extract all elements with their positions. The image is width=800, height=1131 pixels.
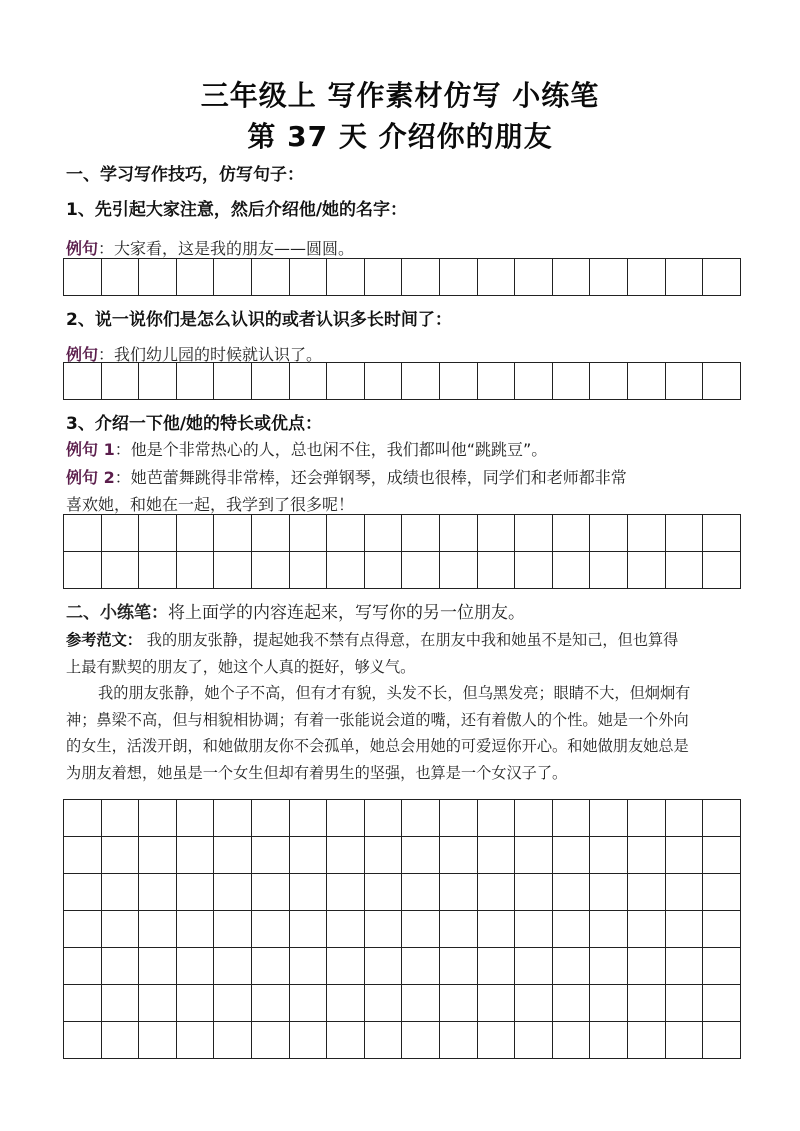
grid-cell[interactable] xyxy=(289,515,327,552)
sample-p1a: 我的朋友张静，提起她我不禁有点得意，在朋友中我和她虽不是知己，但也算得 xyxy=(141,631,679,649)
grid-cell[interactable] xyxy=(665,515,703,552)
grid-cell[interactable] xyxy=(289,800,327,837)
grid-cell[interactable] xyxy=(327,948,365,985)
q2-writing-grid[interactable] xyxy=(63,362,741,400)
grid-row xyxy=(64,800,741,837)
grid-cell[interactable] xyxy=(176,948,214,985)
grid-cell[interactable] xyxy=(101,837,139,874)
grid-cell[interactable] xyxy=(439,363,477,400)
grid-cell[interactable] xyxy=(515,363,553,400)
q1-example-text: ：大家看，这是我的朋友——圆圆。 xyxy=(98,239,355,258)
grid-cell[interactable] xyxy=(552,985,590,1022)
grid-cell[interactable] xyxy=(214,363,252,400)
grid-cell[interactable] xyxy=(364,800,402,837)
sample-label: 参考范文： xyxy=(66,631,142,649)
grid-cell[interactable] xyxy=(64,800,102,837)
grid-cell[interactable] xyxy=(139,363,177,400)
grid-cell[interactable] xyxy=(251,363,289,400)
grid-cell[interactable] xyxy=(515,985,553,1022)
grid-cell[interactable] xyxy=(251,985,289,1022)
grid-cell[interactable] xyxy=(214,515,252,552)
grid-row xyxy=(64,837,741,874)
grid-cell[interactable] xyxy=(139,911,177,948)
q3-example-2-continued: 喜欢她，和她在一起，我学到了很多呢！ xyxy=(66,495,355,514)
grid-cell[interactable] xyxy=(64,552,102,589)
grid-cell[interactable] xyxy=(402,515,440,552)
grid-cell[interactable] xyxy=(402,363,440,400)
grid-cell[interactable] xyxy=(327,363,365,400)
q2-example-text: ：我们幼儿园的时候就认识了。 xyxy=(98,345,323,364)
grid-cell[interactable] xyxy=(101,874,139,911)
grid-row xyxy=(64,552,741,589)
q3-example-2-text: ：她芭蕾舞跳得非常棒，还会弹钢琴，成绩也很棒，同学们和老师都非常 xyxy=(114,468,627,487)
grid-row xyxy=(64,363,741,400)
grid-cell[interactable] xyxy=(665,259,703,296)
grid-cell[interactable] xyxy=(627,363,665,400)
grid-cell[interactable] xyxy=(439,911,477,948)
grid-cell[interactable] xyxy=(703,911,741,948)
q1-heading: 1、先引起大家注意，然后介绍他/她的名字： xyxy=(66,200,408,220)
grid-cell[interactable] xyxy=(289,985,327,1022)
grid-cell[interactable] xyxy=(101,985,139,1022)
q2-example-label: 例句 xyxy=(66,345,99,364)
grid-cell[interactable] xyxy=(139,837,177,874)
grid-cell[interactable] xyxy=(590,1022,628,1059)
grid-cell[interactable] xyxy=(327,1022,365,1059)
grid-cell[interactable] xyxy=(590,837,628,874)
q3-example-2 xyxy=(66,465,627,488)
grid-cell[interactable] xyxy=(251,874,289,911)
grid-cell[interactable] xyxy=(139,552,177,589)
worksheet-title: 三年级上 写作素材仿写 小练笔 xyxy=(200,79,600,112)
grid-row xyxy=(64,515,741,552)
grid-cell[interactable] xyxy=(590,911,628,948)
grid-cell[interactable] xyxy=(477,259,515,296)
grid-cell[interactable] xyxy=(439,259,477,296)
section2-heading xyxy=(66,598,525,623)
q1-example-label: 例句 xyxy=(66,239,99,258)
grid-cell[interactable] xyxy=(703,837,741,874)
grid-cell[interactable] xyxy=(139,985,177,1022)
grid-cell[interactable] xyxy=(364,552,402,589)
grid-cell[interactable] xyxy=(251,552,289,589)
grid-cell[interactable] xyxy=(515,837,553,874)
grid-cell[interactable] xyxy=(176,363,214,400)
grid-cell[interactable] xyxy=(101,259,139,296)
grid-cell[interactable] xyxy=(477,515,515,552)
grid-cell[interactable] xyxy=(139,800,177,837)
grid-cell[interactable] xyxy=(627,948,665,985)
grid-cell[interactable] xyxy=(515,515,553,552)
grid-cell[interactable] xyxy=(515,911,553,948)
grid-cell[interactable] xyxy=(364,911,402,948)
grid-cell[interactable] xyxy=(289,363,327,400)
grid-cell[interactable] xyxy=(439,1022,477,1059)
grid-cell[interactable] xyxy=(364,1022,402,1059)
grid-cell[interactable] xyxy=(402,1022,440,1059)
grid-cell[interactable] xyxy=(176,1022,214,1059)
grid-cell[interactable] xyxy=(627,1022,665,1059)
grid-cell[interactable] xyxy=(251,515,289,552)
grid-cell[interactable] xyxy=(552,911,590,948)
grid-cell[interactable] xyxy=(590,259,628,296)
grid-cell[interactable] xyxy=(101,552,139,589)
grid-cell[interactable] xyxy=(477,837,515,874)
grid-cell[interactable] xyxy=(627,874,665,911)
grid-cell[interactable] xyxy=(327,837,365,874)
grid-cell[interactable] xyxy=(64,874,102,911)
grid-cell[interactable] xyxy=(552,948,590,985)
grid-cell[interactable] xyxy=(703,985,741,1022)
grid-cell[interactable] xyxy=(139,874,177,911)
grid-cell[interactable] xyxy=(703,1022,741,1059)
grid-cell[interactable] xyxy=(477,363,515,400)
q3-heading: 3、介绍一下他/她的特长或优点： xyxy=(66,414,323,434)
grid-cell[interactable] xyxy=(665,874,703,911)
grid-cell[interactable] xyxy=(64,911,102,948)
grid-cell[interactable] xyxy=(214,800,252,837)
grid-cell[interactable] xyxy=(515,800,553,837)
grid-cell[interactable] xyxy=(364,515,402,552)
grid-cell[interactable] xyxy=(627,837,665,874)
grid-cell[interactable] xyxy=(552,1022,590,1059)
grid-cell[interactable] xyxy=(665,985,703,1022)
grid-cell[interactable] xyxy=(214,259,252,296)
q3-example-1 xyxy=(66,437,547,460)
grid-cell[interactable] xyxy=(665,363,703,400)
grid-cell[interactable] xyxy=(590,985,628,1022)
grid-cell[interactable] xyxy=(515,259,553,296)
grid-cell[interactable] xyxy=(327,800,365,837)
grid-cell[interactable] xyxy=(402,985,440,1022)
practice-writing-grid[interactable] xyxy=(63,799,741,1059)
grid-cell[interactable] xyxy=(176,552,214,589)
grid-cell[interactable] xyxy=(402,948,440,985)
grid-cell[interactable] xyxy=(402,874,440,911)
sample-p1b: 上最有默契的朋友了，她这个人真的挺好，够义气。 xyxy=(66,657,416,676)
grid-cell[interactable] xyxy=(101,948,139,985)
grid-cell[interactable] xyxy=(327,874,365,911)
sample-p2c: 的女生，活泼开朗，和她做朋友你不会孤单，她总会用她的可爱逗你开心。和她做朋友她总是 xyxy=(66,737,689,755)
grid-cell[interactable] xyxy=(477,800,515,837)
grid-cell[interactable] xyxy=(176,837,214,874)
grid-cell[interactable] xyxy=(665,800,703,837)
grid-row xyxy=(64,985,741,1022)
grid-cell[interactable] xyxy=(289,911,327,948)
grid-cell[interactable] xyxy=(251,1022,289,1059)
grid-cell[interactable] xyxy=(214,1022,252,1059)
grid-row xyxy=(64,911,741,948)
grid-cell[interactable] xyxy=(214,948,252,985)
grid-cell[interactable] xyxy=(64,985,102,1022)
sample-p2a: 我的朋友张静，她个子不高，但有才有貌，头发不长，但乌黑发亮；眼睛不大，但炯炯有 xyxy=(98,684,691,702)
grid-cell[interactable] xyxy=(364,985,402,1022)
grid-cell[interactable] xyxy=(327,552,365,589)
grid-cell[interactable] xyxy=(289,948,327,985)
grid-row xyxy=(64,1022,741,1059)
grid-cell[interactable] xyxy=(552,837,590,874)
grid-cell[interactable] xyxy=(364,837,402,874)
grid-cell[interactable] xyxy=(101,911,139,948)
grid-cell[interactable] xyxy=(439,552,477,589)
grid-cell[interactable] xyxy=(327,911,365,948)
grid-cell[interactable] xyxy=(477,1022,515,1059)
grid-cell[interactable] xyxy=(402,552,440,589)
grid-cell[interactable] xyxy=(703,259,741,296)
grid-cell[interactable] xyxy=(176,874,214,911)
grid-cell[interactable] xyxy=(515,552,553,589)
grid-cell[interactable] xyxy=(176,985,214,1022)
grid-cell[interactable] xyxy=(477,948,515,985)
q2-heading: 2、说一说你们是怎么认识的或者认识多长时间了： xyxy=(66,310,452,330)
grid-cell[interactable] xyxy=(139,259,177,296)
grid-cell[interactable] xyxy=(439,874,477,911)
grid-cell[interactable] xyxy=(64,948,102,985)
grid-cell[interactable] xyxy=(214,874,252,911)
grid-cell[interactable] xyxy=(402,911,440,948)
grid-cell[interactable] xyxy=(64,363,102,400)
grid-cell[interactable] xyxy=(552,363,590,400)
grid-cell[interactable] xyxy=(64,259,102,296)
grid-cell[interactable] xyxy=(703,948,741,985)
grid-cell[interactable] xyxy=(289,259,327,296)
section1-heading: 一、学习写作技巧，仿写句子： xyxy=(66,165,304,185)
grid-cell[interactable] xyxy=(402,800,440,837)
grid-cell[interactable] xyxy=(627,800,665,837)
grid-cell[interactable] xyxy=(552,515,590,552)
grid-cell[interactable] xyxy=(703,363,741,400)
grid-cell[interactable] xyxy=(289,1022,327,1059)
grid-cell[interactable] xyxy=(101,1022,139,1059)
grid-cell[interactable] xyxy=(327,985,365,1022)
sample-p2d: 为朋友着想，她虽是一个女生但却有着男生的坚强，也算是一个女汉子了。 xyxy=(66,763,568,782)
grid-cell[interactable] xyxy=(364,874,402,911)
grid-cell[interactable] xyxy=(176,800,214,837)
grid-cell[interactable] xyxy=(477,874,515,911)
grid-cell[interactable] xyxy=(703,800,741,837)
grid-cell[interactable] xyxy=(477,911,515,948)
grid-cell[interactable] xyxy=(139,515,177,552)
grid-cell[interactable] xyxy=(627,515,665,552)
grid-cell[interactable] xyxy=(552,874,590,911)
grid-cell[interactable] xyxy=(703,515,741,552)
grid-cell[interactable] xyxy=(552,552,590,589)
grid-cell[interactable] xyxy=(439,837,477,874)
q3-writing-grid[interactable] xyxy=(63,514,741,589)
grid-cell[interactable] xyxy=(439,800,477,837)
grid-cell[interactable] xyxy=(590,800,628,837)
grid-cell[interactable] xyxy=(515,948,553,985)
section2-title: 二、小练笔： xyxy=(66,603,168,623)
grid-cell[interactable] xyxy=(552,800,590,837)
grid-cell[interactable] xyxy=(665,552,703,589)
grid-cell[interactable] xyxy=(627,552,665,589)
grid-cell[interactable] xyxy=(251,259,289,296)
grid-cell[interactable] xyxy=(515,1022,553,1059)
grid-cell[interactable] xyxy=(139,948,177,985)
grid-cell[interactable] xyxy=(139,1022,177,1059)
grid-cell[interactable] xyxy=(477,552,515,589)
grid-cell[interactable] xyxy=(101,800,139,837)
grid-cell[interactable] xyxy=(590,948,628,985)
grid-cell[interactable] xyxy=(590,874,628,911)
grid-cell[interactable] xyxy=(552,259,590,296)
grid-cell[interactable] xyxy=(214,911,252,948)
q3-example-1-text: ：他是个非常热心的人，总也闲不住，我们都叫他“跳跳豆”。 xyxy=(114,440,548,459)
grid-cell[interactable] xyxy=(251,948,289,985)
q1-writing-grid[interactable] xyxy=(63,258,741,296)
grid-cell[interactable] xyxy=(665,911,703,948)
grid-cell[interactable] xyxy=(101,515,139,552)
grid-cell[interactable] xyxy=(251,800,289,837)
grid-cell[interactable] xyxy=(703,552,741,589)
q3-example-1-label: 例句 1 xyxy=(66,440,115,459)
grid-cell[interactable] xyxy=(289,874,327,911)
grid-row xyxy=(64,259,741,296)
grid-cell[interactable] xyxy=(64,1022,102,1059)
sample-line-1 xyxy=(66,627,736,654)
grid-row xyxy=(64,874,741,911)
grid-cell[interactable] xyxy=(703,874,741,911)
grid-cell[interactable] xyxy=(665,1022,703,1059)
grid-cell[interactable] xyxy=(402,259,440,296)
grid-cell[interactable] xyxy=(627,985,665,1022)
grid-cell[interactable] xyxy=(665,837,703,874)
grid-cell[interactable] xyxy=(64,837,102,874)
grid-cell[interactable] xyxy=(477,985,515,1022)
sample-p2b: 神；鼻梁不高，但与相貌相协调；有着一张能说会道的嘴，还有着傲人的个性。她是一个外向 xyxy=(66,710,689,729)
grid-cell[interactable] xyxy=(214,837,252,874)
grid-cell[interactable] xyxy=(665,948,703,985)
grid-cell[interactable] xyxy=(289,552,327,589)
grid-cell[interactable] xyxy=(327,515,365,552)
grid-cell[interactable] xyxy=(364,259,402,296)
grid-cell[interactable] xyxy=(327,259,365,296)
grid-row xyxy=(64,948,741,985)
grid-cell[interactable] xyxy=(176,259,214,296)
grid-cell[interactable] xyxy=(439,948,477,985)
q3-example-2-label: 例句 2 xyxy=(66,468,115,487)
grid-cell[interactable] xyxy=(214,985,252,1022)
grid-cell[interactable] xyxy=(439,515,477,552)
grid-cell[interactable] xyxy=(101,363,139,400)
grid-cell[interactable] xyxy=(251,837,289,874)
grid-cell[interactable] xyxy=(364,948,402,985)
grid-cell[interactable] xyxy=(176,911,214,948)
worksheet-subtitle: 第 37 天 介绍你的朋友 xyxy=(247,120,553,153)
grid-cell[interactable] xyxy=(439,985,477,1022)
sample-essay xyxy=(66,627,736,786)
grid-cell[interactable] xyxy=(364,363,402,400)
grid-cell[interactable] xyxy=(627,259,665,296)
q1-example xyxy=(66,236,354,259)
grid-cell[interactable] xyxy=(627,911,665,948)
grid-cell[interactable] xyxy=(590,363,628,400)
grid-cell[interactable] xyxy=(214,552,252,589)
grid-cell[interactable] xyxy=(289,837,327,874)
grid-cell[interactable] xyxy=(251,911,289,948)
grid-cell[interactable] xyxy=(176,515,214,552)
grid-cell[interactable] xyxy=(590,552,628,589)
grid-cell[interactable] xyxy=(402,837,440,874)
grid-cell[interactable] xyxy=(515,874,553,911)
grid-cell[interactable] xyxy=(590,515,628,552)
grid-cell[interactable] xyxy=(64,515,102,552)
section2-instruction: 将上面学的内容连起来，写写你的另一位朋友。 xyxy=(168,603,525,623)
